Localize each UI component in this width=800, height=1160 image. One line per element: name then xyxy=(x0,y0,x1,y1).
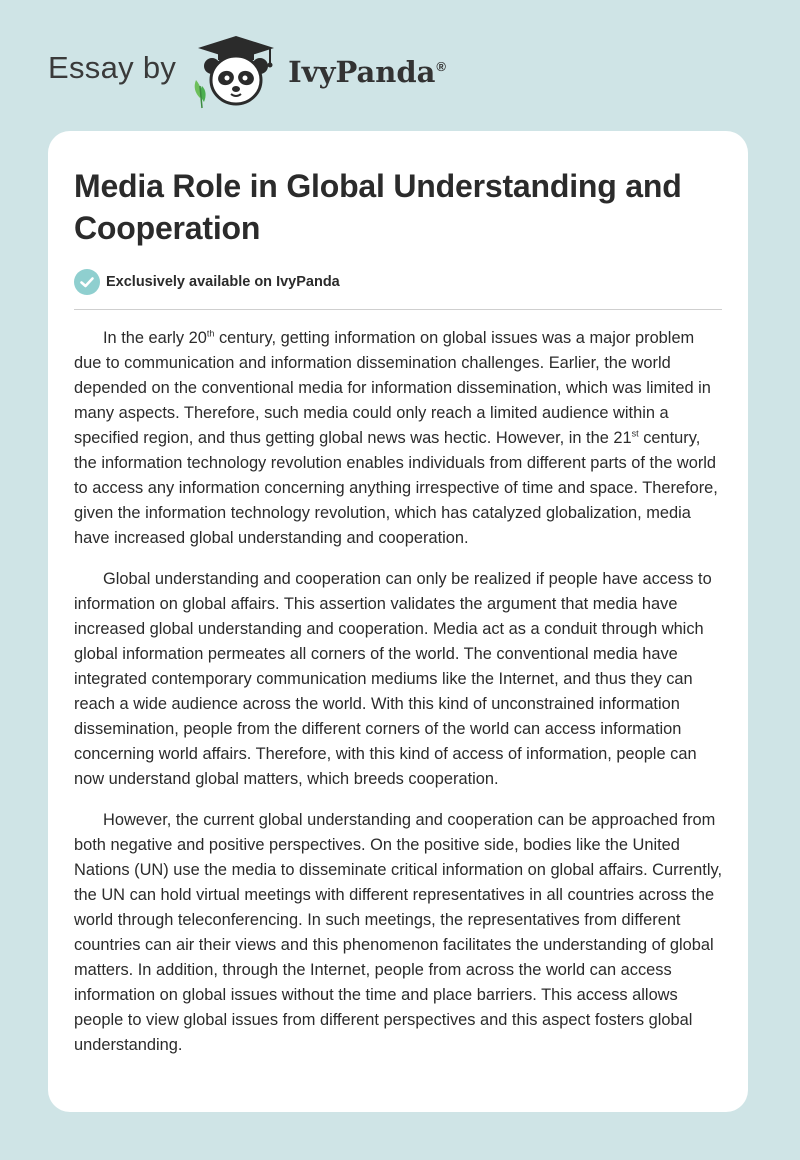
essay-card xyxy=(48,131,748,1112)
essay-body xyxy=(74,326,722,1058)
site-header xyxy=(48,34,446,110)
paragraph-2: Global understanding and cooperation can only be realized if people have access to information on global affairs. This assertion validates the argument that media have increased global understanding and cooperation. Media act as a conduit through which global information permeates all corners of the world. The conventional media have integrated contemporary communication mediums like the Internet, and thus they can reach a wide audience across the world. With this kind of unconstrained information dissemination, people from the different corners of the world can access information concerning world affairs. Therefore, with this kind of access of information, people can now understand global matters, which breeds cooperation. xyxy=(74,570,712,788)
brand-name[interactable]: IvyPanda® xyxy=(288,55,447,89)
brand-prefix: Essay by xyxy=(48,50,177,85)
check-circle-icon xyxy=(74,269,100,295)
panda-graduate-logo-icon[interactable] xyxy=(188,34,284,110)
paragraph-1: In the early 20th century, getting information on global issues was a major problem due to communication and information dissemination challenges. Earlier, the world depended on the conventional media for information dissemination, which was limited in many aspects. Therefore, such media could only reach a limited audience within a specified region, and thus getting global news was hectic. However, in the 21st century, the information technology revolution enables individuals from different parts of the world to access any information concerning anything irrespective of time and space. Therefore, given the information technology revolution, which has catalyzed globalization, media have increased global understanding and cooperation. xyxy=(74,328,718,547)
registered-mark: ® xyxy=(436,59,447,75)
paragraph-3: However, the current global understanding and cooperation can be approached from both negative and positive perspectives. On the positive side, bodies like the United Nations (UN) use the media to disseminate critical information on global affairs. Currently, the UN can hold virtual meetings with different representatives in all countries across the world through teleconferencing. In such meetings, the representatives from different countries can air their views and this phenomenon facilitates the understanding of global matters. In addition, through the Internet, people from across the world can access information on global issues without the time and place barriers. This access allows people to view global issues from different perspectives and this aspect fosters global understanding. xyxy=(74,811,723,1054)
badge-text: Exclusively available on IvyPanda xyxy=(106,274,340,290)
page-title: Media Role in Global Understanding and Cooperation xyxy=(74,168,682,246)
exclusive-badge xyxy=(74,267,722,297)
divider xyxy=(74,309,722,310)
